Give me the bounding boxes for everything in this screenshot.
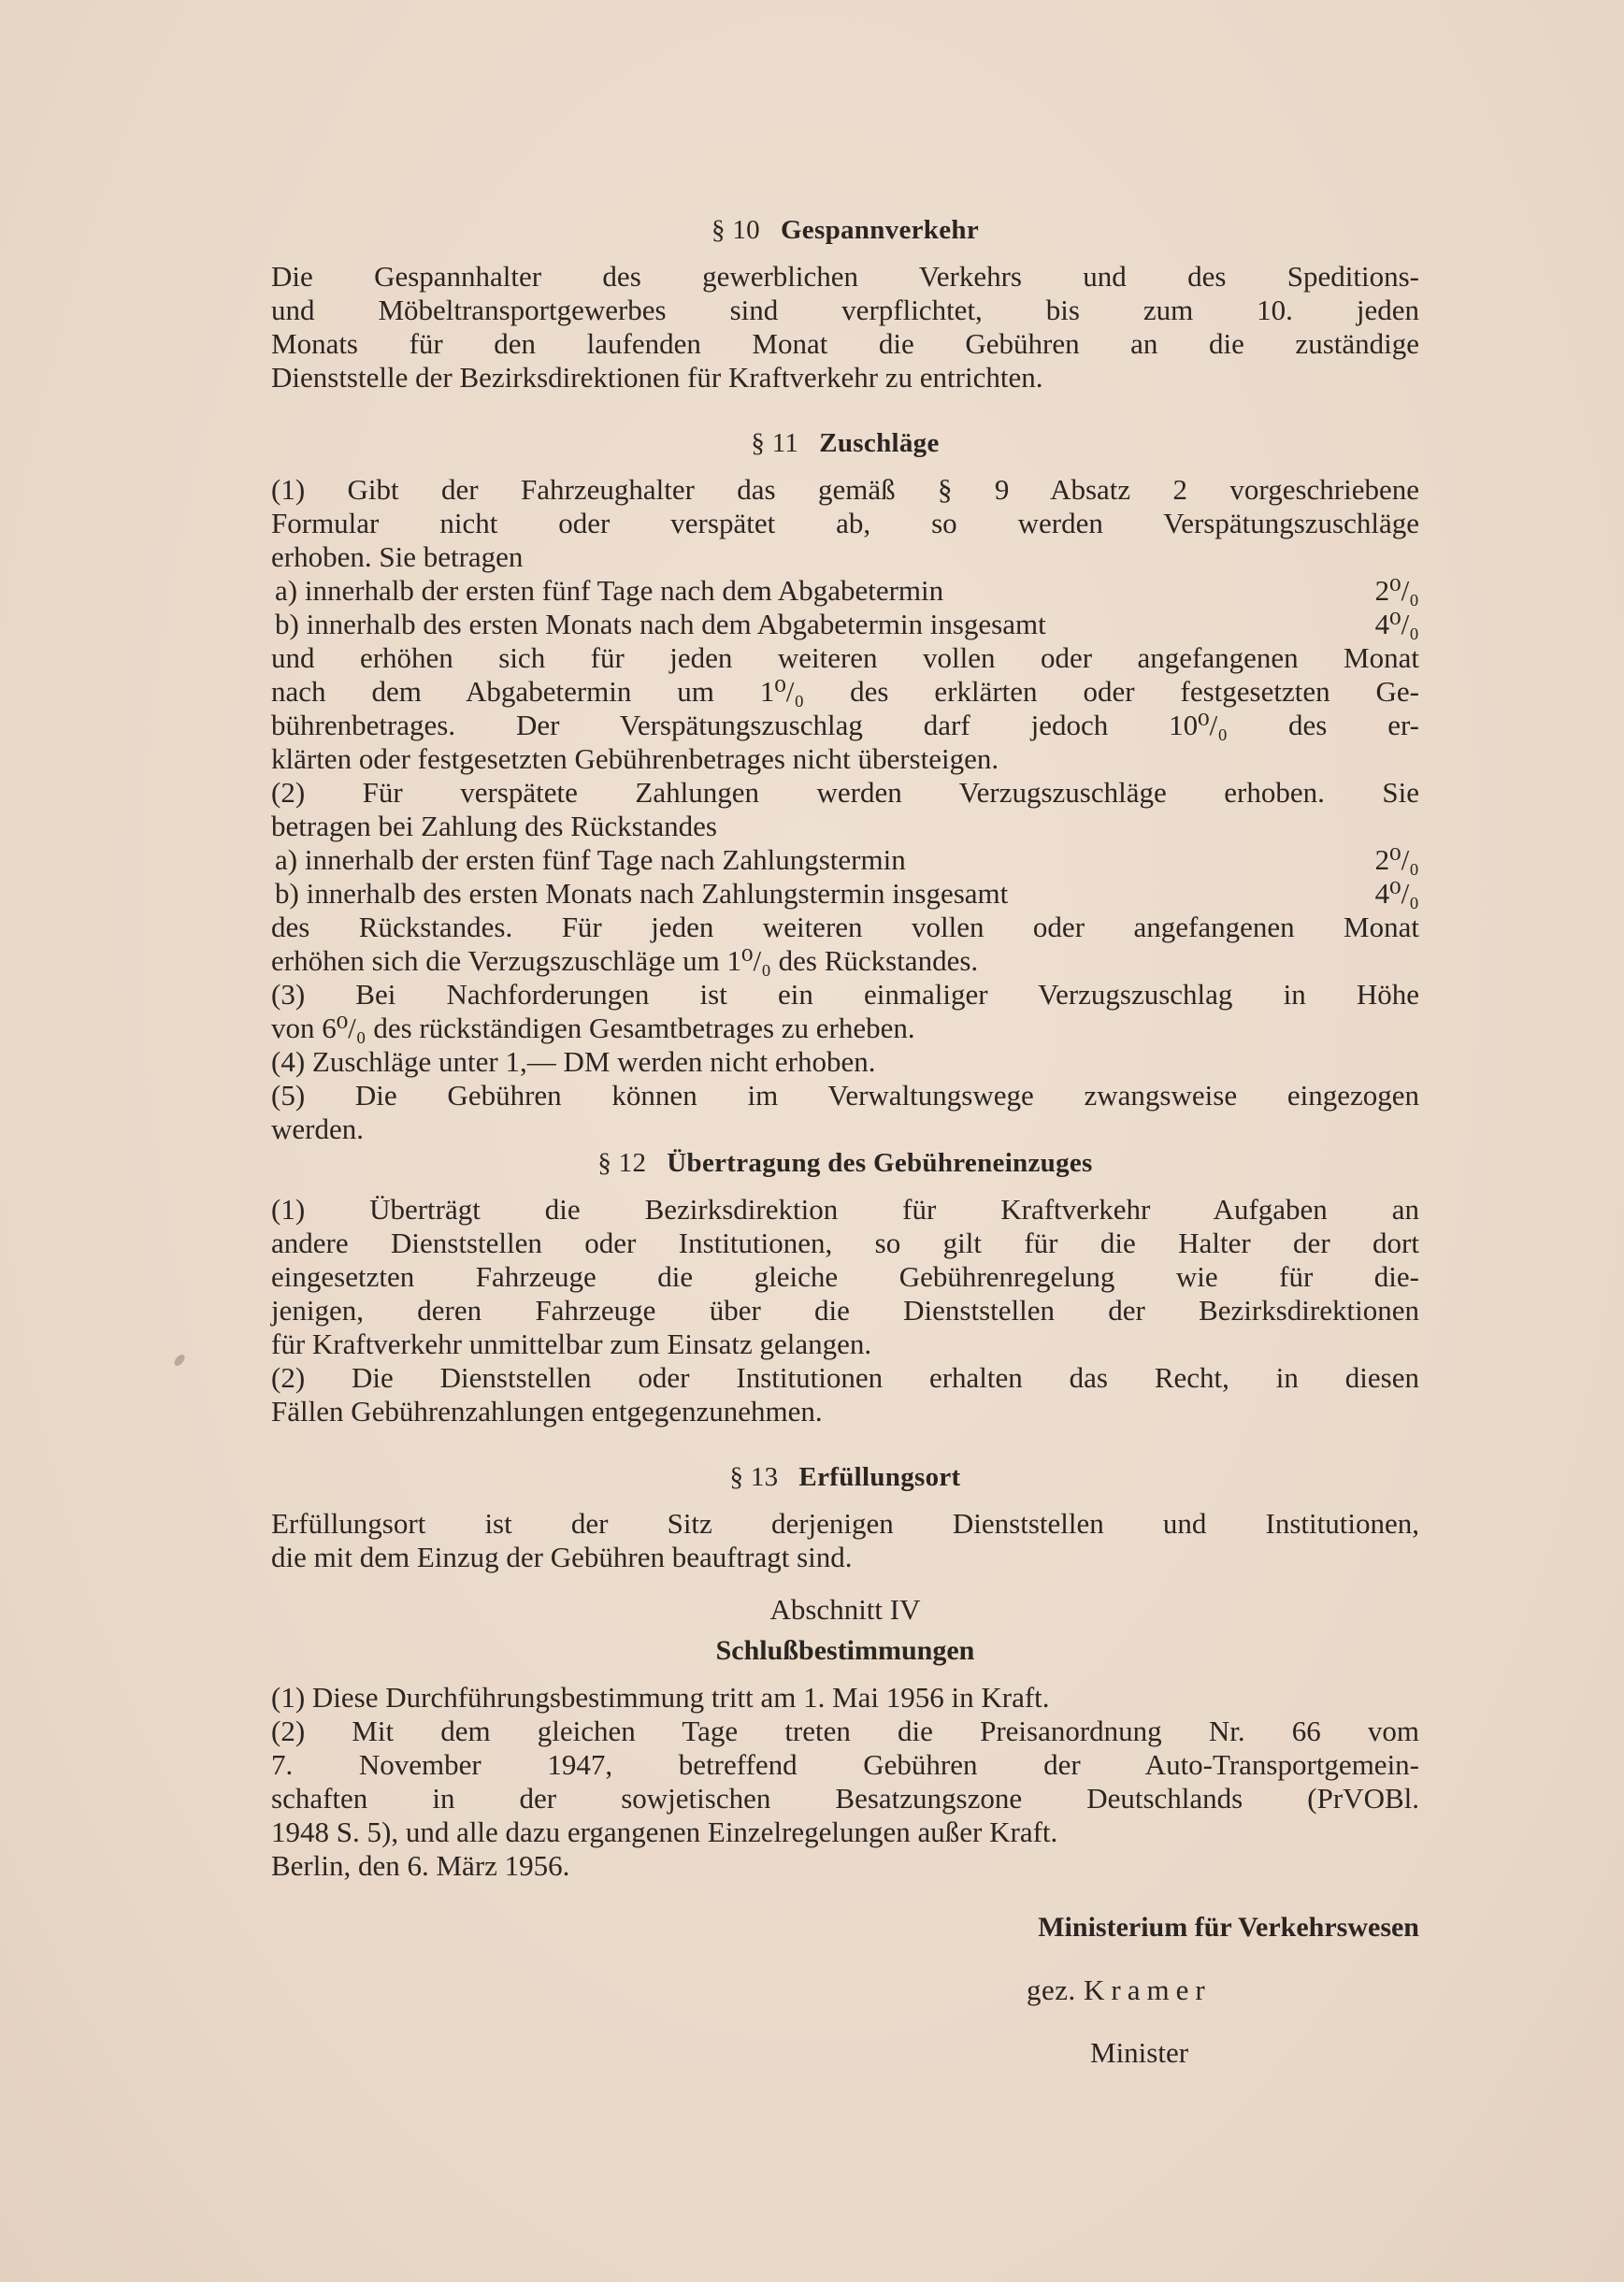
- text-line: 1948 S. 5), und alle dazu ergangenen Einzelregelungen außer Kraft.: [271, 1816, 1058, 1848]
- text-line: jenigen, deren Fahrzeuge über die Dienststellen der Bezirksdirektionen: [271, 1294, 1419, 1327]
- section-heading: § 12 Übertragung des Gebühreneinzuges: [597, 1148, 1093, 1178]
- section-11: [271, 426, 1419, 1146]
- signature-block: [271, 1911, 1419, 2070]
- text-line: die mit dem Einzug der Gebühren beauftragt sind.: [271, 1541, 853, 1573]
- text-line: (2) Die Dienststellen oder Institutionen erhalten das Recht, in diesen: [271, 1361, 1419, 1394]
- section-heading: § 11 Zuschläge: [751, 428, 940, 458]
- text-line: andere Dienststellen oder Institutionen, so gilt für die Halter der dort: [271, 1227, 1419, 1259]
- text-line: Erfüllungsort ist der Sitz derjenigen Dienststellen und Institutionen,: [271, 1507, 1419, 1540]
- text-line: eingesetzten Fahrzeuge die gleiche Gebührenregelung wie für die-: [271, 1260, 1419, 1293]
- section-10: [271, 213, 1419, 395]
- text-line: bührenbetrages. Der Verspätungszuschlag darf jedoch 10⁰/₀ des er-: [271, 709, 1419, 741]
- section-12: [271, 1146, 1419, 1428]
- text-line: (2) Mit dem gleichen Tage treten die Preisanordnung Nr. 66 vom: [271, 1715, 1419, 1747]
- text-line: Die Gespannhalter des gewerblichen Verkehrs und des Speditions-: [271, 260, 1419, 293]
- text-line: (1) Überträgt die Bezirksdirektion für Kraftverkehr Aufgaben an: [271, 1193, 1419, 1226]
- text-line: (2) Für verspätete Zahlungen werden Verzugszuschläge erhoben. Sie: [271, 776, 1419, 809]
- text-line: Monats für den laufenden Monat die Gebühren an die zuständige: [271, 327, 1419, 360]
- signing-authority: Ministerium für Verkehrswesen: [1038, 1912, 1419, 1943]
- text-line: des Rückstandes. Für jeden weiteren vollen oder angefangenen Monat: [271, 911, 1419, 943]
- text-line: Formular nicht oder verspätet ab, so werden Verspätungszuschläge: [271, 507, 1419, 539]
- text-line: erhoben. Sie betragen: [271, 540, 524, 573]
- signatory-role: Minister: [1090, 2036, 1189, 2069]
- part-title: Schlußbestimmungen: [715, 1635, 975, 1666]
- text-line: werden.: [271, 1112, 364, 1145]
- text-line: (4) Zuschläge unter 1,— DM werden nicht erhoben.: [271, 1045, 876, 1078]
- text-line: betragen bei Zahlung des Rückstandes: [271, 810, 717, 842]
- text-line: Fällen Gebührenzahlungen entgegenzunehmen.: [271, 1395, 823, 1428]
- text-line: nach dem Abgabetermin um 1⁰/₀ des erklärten oder festgesetzten Ge-: [271, 675, 1419, 708]
- rate-row: a) innerhalb der ersten fünf Tage nach dem Abgabetermin 2⁰/₀: [275, 574, 1419, 607]
- rate-row: a) innerhalb der ersten fünf Tage nach Zahlungstermin 2⁰/₀: [275, 843, 1419, 876]
- section-heading: § 13 Erfüllungsort: [729, 1462, 961, 1492]
- part-label: Abschnitt IV: [769, 1593, 921, 1626]
- section-13: [271, 1460, 1419, 1574]
- text-line: (1) Gibt der Fahrzeughalter das gemäß § 9 Absatz 2 vorgeschriebene: [271, 473, 1419, 506]
- rate-row: b) innerhalb des ersten Monats nach dem Abgabetermin insgesamt 4⁰/₀: [275, 608, 1419, 640]
- part-4: [271, 1593, 1419, 1883]
- text-line: (1) Diese Durchführungsbestimmung tritt am 1. Mai 1956 in Kraft.: [271, 1681, 1050, 1714]
- section-heading: § 10 Gespannverkehr: [711, 215, 979, 245]
- text-line: und erhöhen sich für jeden weiteren vollen oder angefangenen Monat: [271, 641, 1419, 674]
- text-line: erhöhen sich die Verzugszuschläge um 1⁰/₀ des Rückstandes.: [271, 944, 979, 977]
- text-line: von 6⁰/₀ des rückständigen Gesamtbetrages zu erheben.: [271, 1012, 915, 1044]
- paper-speck: [172, 1353, 186, 1368]
- text-line: (3) Bei Nachforderungen ist ein einmaliger Verzugszuschlag in Höhe: [271, 978, 1419, 1011]
- text-line: schaften in der sowjetischen Besatzungszone Deutschlands (PrVOBl.: [271, 1782, 1419, 1815]
- document-body: [271, 213, 1419, 2099]
- text-line: und Möbeltransportgewerbes sind verpflichtet, bis zum 10. jeden: [271, 294, 1419, 326]
- text-line: (5) Die Gebühren können im Verwaltungswege zwangsweise eingezogen: [271, 1079, 1419, 1112]
- rate-row: b) innerhalb des ersten Monats nach Zahlungstermin insgesamt 4⁰/₀: [275, 877, 1419, 910]
- text-line: 7. November 1947, betreffend Gebühren der Auto-Transportgemein-: [271, 1748, 1419, 1781]
- text-line: Dienststelle der Bezirksdirektionen für Kraftverkehr zu entrichten.: [271, 361, 1043, 394]
- place-date: Berlin, den 6. März 1956.: [271, 1849, 570, 1882]
- text-line: für Kraftverkehr unmittelbar zum Einsatz gelangen.: [271, 1328, 872, 1360]
- signatory: gez. Kramer: [1027, 1973, 1212, 2006]
- text-line: klärten oder festgesetzten Gebührenbetrages nicht übersteigen.: [271, 742, 999, 775]
